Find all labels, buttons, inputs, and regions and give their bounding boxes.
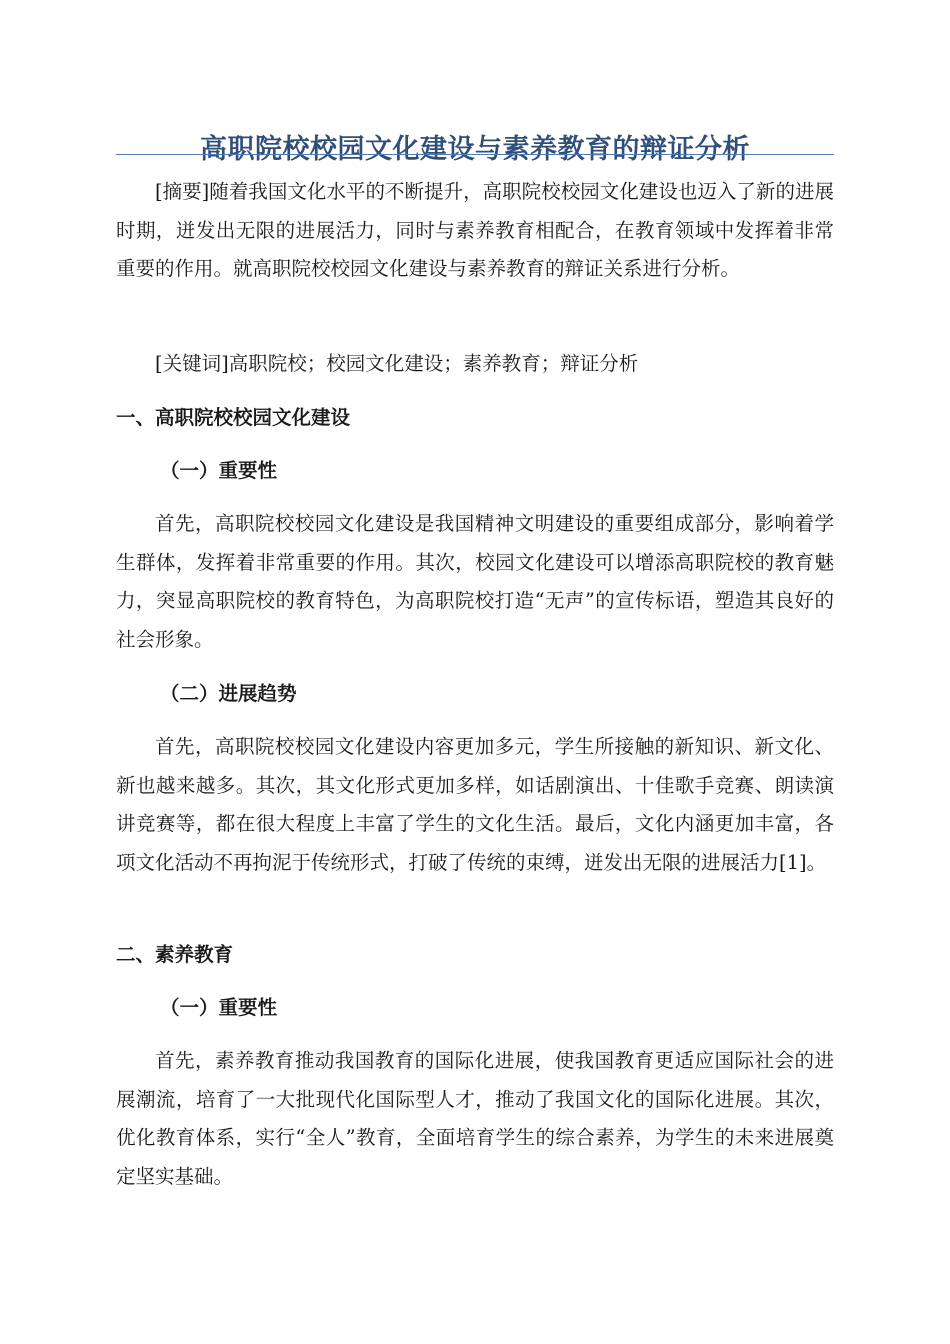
- document-title: 高职院校校园文化建设与素养教育的辩证分析: [200, 134, 750, 166]
- section-1-2-paragraph: 首先，高职院校校园文化建设内容更加多元，学生所接触的新知识、新文化、新也越来越多。其次，其文化形式更加多样，如话剧演出、十佳歌手竞赛、朗读演讲竞赛等，都在很大程度上丰富了学生的文化生活。最后，文化内涵更加丰富，各项文化活动不再拘泥于传统形式，打破了传统的束缚，迸发出无限的进展活力[1]。: [116, 735, 834, 874]
- section-1-2-heading: （二）进展趋势: [160, 682, 297, 705]
- section-1-1-paragraph: 首先，高职院校校园文化建设是我国精神文明建设的重要组成部分，影响着学生群体，发挥着非常重要的作用。其次，校园文化建设可以增添高职院校的教育魅力，突显高职院校的教育特色，为高职院校打造“无声”的宣传标语，塑造其良好的社会形象。: [116, 512, 834, 651]
- section-2-1-paragraph: 首先，素养教育推动我国教育的国际化进展，使我国教育更适应国际社会的进展潮流，培育了一大批现代化国际型人才，推动了我国文化的国际化进展。其次，优化教育体系，实行“全人”教育，全面培育学生的综合素养，为学生的未来进展奠定坚实基础。: [116, 1049, 834, 1188]
- section-2-1-heading: （一）重要性: [160, 996, 278, 1019]
- section-1-heading: 一、高职院校校园文化建设: [116, 406, 351, 429]
- section-1-1-heading: （一）重要性: [160, 459, 278, 482]
- keywords-line: [关键词]高职院校；校园文化建设；素养教育；辩证分析: [155, 352, 639, 375]
- title-underline: [116, 154, 834, 155]
- section-2-heading: 二、素养教育: [116, 943, 234, 966]
- abstract-paragraph: [摘要]随着我国文化水平的不断提升，高职院校校园文化建设也迈入了新的进展时期，迸发出无限的进展活力，同时与素养教育相配合，在教育领域中发挥着非常重要的作用。就高职院校校园文化建设与素养教育的辩证关系进行分析。: [116, 180, 834, 280]
